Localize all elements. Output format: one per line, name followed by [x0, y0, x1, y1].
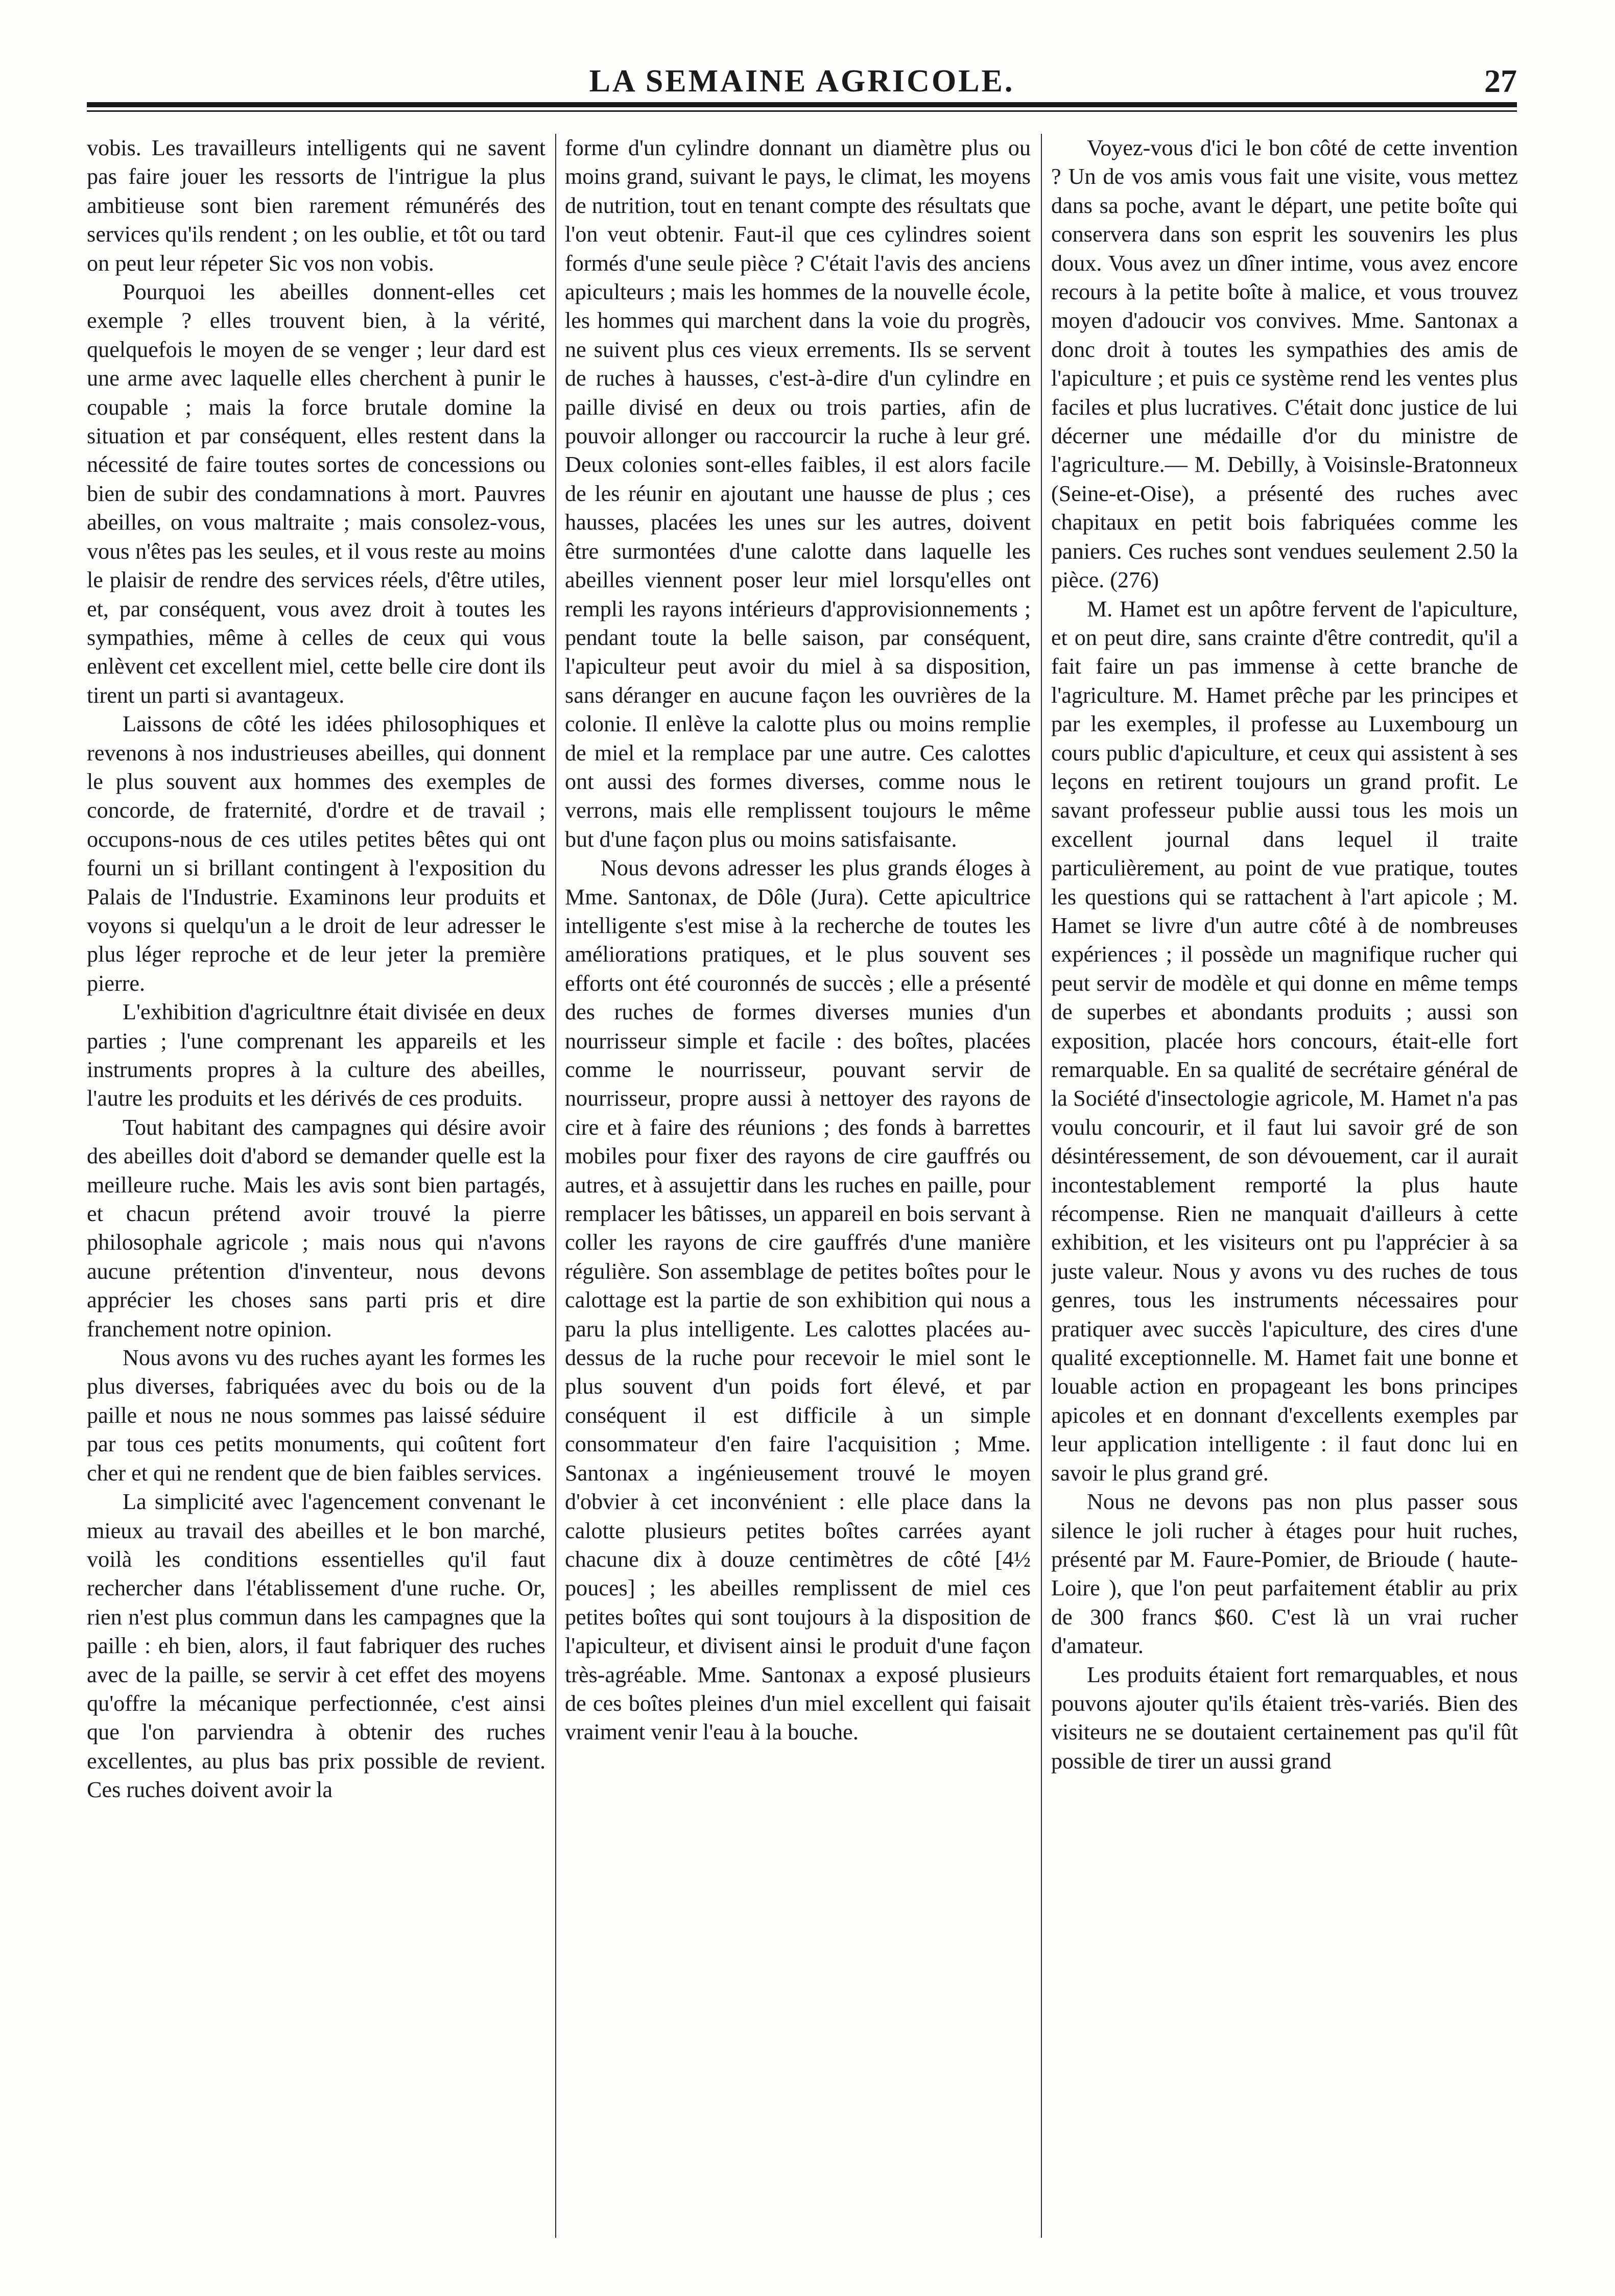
page-number: 27 [1484, 63, 1517, 99]
header-rule-thick [87, 102, 1517, 107]
paragraph: Pourquoi les abeilles donnent-elles cet exemple ? elles trouvent bien, à la vérité, quelquefois le moyen de se venger ; leur dard est une arme avec laquelle elles cherchent à punir le coupable ; mais la force brutale domine la situation et par conséquent, elles restent dans la nécessité de faire toutes sortes de concessions ou bien de subir des condamnations à mort. Pauvres abeilles, on vous maltraite ; mais consolez-vous, vous n'êtes pas les seules, et il vous reste au moins le plaisir de rendre des services réels, d'être utiles, et, par conséquent, vous avez droit à toutes les sympathies, même à celles de ceux qui vous enlèvent cet excellent miel, cette belle cire dont ils tirent un parti si avantageux. [87, 279, 545, 708]
text-column-1 [87, 134, 545, 2243]
paragraph: Laissons de côté les idées philosophiques et revenons à nos industrieuses abeilles, qui donnent le plus souvent aux hommes des exemples de concorde, de fraternité, d'ordre et de travail ; occupons-nous de ces utiles petites bêtes qui ont fourni un si brillant contingent à l'exposition du Palais de l'Industrie. Examinons leur produits et voyons si quelqu'un a le droit de leur adresser le plus léger reproche et de leur jeter la première pierre. [87, 711, 545, 996]
paragraph: Nous ne devons pas non plus passer sous silence le joli rucher à étages pour huit ruches, présenté par M. Faure-Pomier, de Brioude ( haute-Loire ), que l'on peut parfaitement établir au prix de 300 francs $60. C'est là un vrai rucher d'amateur. [1051, 1489, 1518, 1659]
header-rule-thin [87, 110, 1517, 112]
paragraph: Nous avons vu des ruches ayant les formes les plus diverses, fabriquées avec du bois ou de la paille et nous ne nous sommes pas laissé séduire par tous ces petits monuments, qui coûtent fort cher et qui ne rendent que de bien faibles services. [87, 1345, 545, 1486]
paragraph: Voyez-vous d'ici le bon côté de cette invention ? Un de vos amis vous fait une visite, vous mettez dans sa poche, avant le départ, une petite boîte qui conservera dans son esprit les souvenirs les plus doux. Vous avez un dîner intime, vous avez encore recours à la petite boîte à malice, et vous trouvez moyen d'adoucir vos convives. Mme. Santonax a donc droit à toutes les sympathies des amis de l'apiculture ; et puis ce système rend les ventes plus faciles et plus lucratives. C'était donc justice de lui décerner une médaille d'or du ministre de l'agriculture.— M. Debilly, à Voisinsle-Bratonneux (Seine-et-Oise), a présenté des ruches avec chapitaux en petit bois fabriquées comme les paniers. Ces ruches sont vendues seulement 2.50 la pièce. (276) [1051, 135, 1518, 593]
paragraph: vobis. Les travailleurs intelligents qui ne savent pas faire jouer les ressorts de l'intrigue la plus ambitieuse sont bien rarement rémunérés des services qu'ils rendent ; on les oublie, et tôt ou tard on peut leur répeter Sic vos non vobis. [87, 135, 545, 276]
column-divider [1041, 134, 1042, 2238]
paragraph: M. Hamet est un apôtre fervent de l'apiculture, et on peut dire, sans crainte d'être contredit, qu'il a fait faire un pas immense à cette branche de l'agriculture. M. Hamet prêche par les principes et par les exemples, il professe au Luxembourg un cours public d'apiculture, et ceux qui assistent à ses leçons en retirent toujours un grand profit. Le savant professeur publie aussi tous les mois un excellent journal dans lequel il traite particulièrement, au point de vue pratique, toutes les questions qui se rattachent à l'art apicole ; M. Hamet se livre d'un autre côté à de nombreuses expériences ; il possède un magnifique rucher qui peut servir de modèle et qui donne en même temps de superbes et abondants produits ; aussi son exposition, placée hors concours, était-elle fort remarquable. En sa qualité de secrétaire général de la Société d'insectologie agricole, M. Hamet n'a pas voulu concourir, et il faut lui savoir gré de son désintéressement, de son dévouement, car il aurait incontestablement remporté la plus haute récompense. Rien ne manquait d'ailleurs à cette exhibition, et les visiteurs ont pu l'apprécier à sa juste valeur. Nous y avons vu des ruches de tous genres, tous les instruments nécessaires pour pratiquer avec succès l'apiculture, des cires d'une qualité exceptionnelle. M. Hamet fait une bonne et louable action en propageant les bons principes apicoles et en donnant d'excellents exemples par leur application intelligente : il faut donc lui en savoir le plus grand gré. [1051, 596, 1518, 1486]
paragraph: Les produits étaient fort remarquables, et nous pouvons ajouter qu'ils étaient très-variés. Bien des visiteurs ne se doutaient certainement pas qu'il fût possible de tirer un aussi grand [1051, 1662, 1518, 1774]
column-divider [555, 134, 556, 2238]
paragraph: forme d'un cylindre donnant un diamètre plus ou moins grand, suivant le pays, le climat, les moyens de nutrition, tout en tenant compte des résultats que l'on veut obtenir. Faut-il que ces cylindres soient formés d'une seule pièce ? C'était l'avis des anciens apiculteurs ; mais les hommes de la nouvelle école, les hommes qui marchent dans la voie du progrès, ne suivent plus ces vieux errements. Ils se servent de ruches à hausses, c'est-à-dire d'un cylindre en paille divisé en deux ou trois parties, afin de pouvoir allonger ou raccourcir la ruche à leur gré. Deux colonies sont-elles faibles, il est alors facile de les réunir en ajoutant une hausse de plus ; ces hausses, placées les unes sur les autres, doivent être surmontées d'une calotte dans laquelle les abeilles viennent poser leur miel lorsqu'elles ont rempli les rayons intérieurs d'approvisionnements ; pendant toute la belle saison, par conséquent, l'apiculteur peut avoir du miel à sa disposition, sans déranger en aucune façon les ouvrières de la colonie. Il enlève la calotte plus ou moins remplie de miel et la remplace par une autre. Ces calottes ont aussi des formes diverses, comme nous le verrons, mais elle remplissent toujours le même but d'une façon plus ou moins satisfaisante. [565, 135, 1031, 852]
paragraph: La simplicité avec l'agencement convenant le mieux au travail des abeilles et le bon marché, voilà les conditions essentielles qu'il faut rechercher dans l'établissement d'une ruche. Or, rien n'est plus commun dans les campagnes que la paille : eh bien, alors, il faut fabriquer des ruches avec de la paille, se servir à cet effet des moyens qu'offre la mécanique perfectionnée, c'est ainsi que l'on parviendra à obtenir des ruches excellentes, au plus bas prix possible de revient. Ces ruches doivent avoir la [87, 1489, 545, 1803]
text-column-2 [565, 134, 1031, 2243]
running-title: LA SEMAINE AGRICOLE. [589, 64, 1015, 99]
paragraph: L'exhibition d'agricultnre était divisée en deux parties ; l'une comprenant les appareils et les instruments propres à la culture des abeilles, l'autre les produits et les dérivés de ces produits. [87, 999, 545, 1111]
paragraph: Nous devons adresser les plus grands éloges à Mme. Santonax, de Dôle (Jura). Cette apicultrice intelligente s'est mise à la recherche de toutes les améliorations pratiques, et le plus souvent ses efforts ont été couronnés de succès ; elle a présenté des ruches de formes diverses munies d'un nourrisseur simple et facile : des boîtes, placées comme le nourrisseur, pouvant servir de nourrisseur, propre aussi à nettoyer des rayons de cire et à faire des réunions ; des fonds à barrettes mobiles pour fixer des rayons de cire gauffrés ou autres, et à assujettir dans les ruches en paille, pour remplacer les bâtisses, un appareil en bois servant à coller les rayons de cire gauffrés d'une manière régulière. Son assemblage de petites boîtes pour le calottage est la partie de son exhibition qui nous a paru la plus intelligente. Les calottes placées au-dessus de la ruche pour recevoir le miel sont le plus souvent d'un poids fort élevé, et par conséquent il est difficile à un simple consommateur d'en faire l'acquisition ; Mme. Santonax a ingénieusement trouvé le moyen d'obvier à cet inconvénient : elle place dans la calotte plusieurs petites boîtes carrées ayant chacune dix à douze centimètres de côté [4½ pouces] ; les abeilles remplissent de miel ces petites boîtes qui sont toujours à la disposition de l'apiculteur, et divisent ainsi le produit d'une façon très-agréable. Mme. Santonax a exposé plusieurs de ces boîtes pleines d'un miel excellent qui faisait vraiment venir l'eau à la bouche. [565, 855, 1031, 1745]
text-column-3 [1051, 134, 1518, 2243]
paragraph: Tout habitant des campagnes qui désire avoir des abeilles doit d'abord se demander quelle est la meilleure ruche. Mais les avis sont bien partagés, et chacun prétend avoir trouvé la pierre philosophale agricole ; mais nous qui n'avons aucune prétention d'inventeur, nous devons apprécier les choses sans parti pris et dire franchement notre opinion. [87, 1114, 545, 1342]
page-header [87, 60, 1517, 101]
